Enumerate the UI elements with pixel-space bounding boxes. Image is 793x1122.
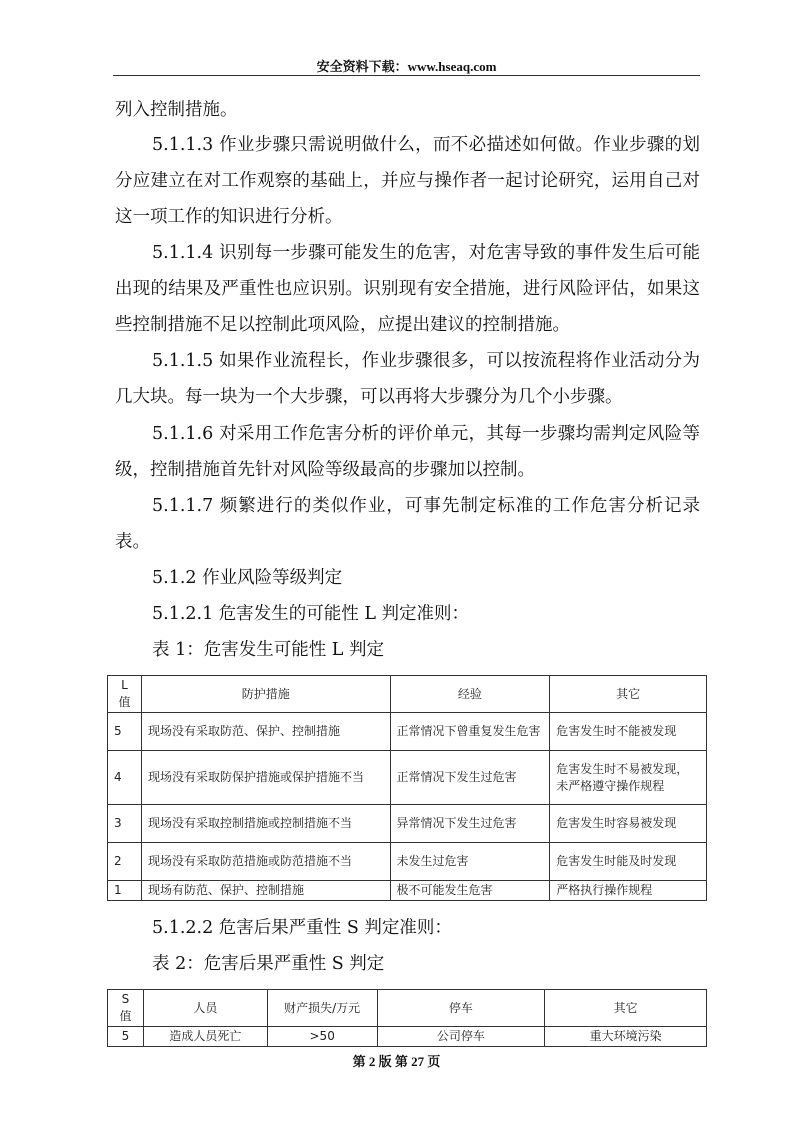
table-cell: 3 xyxy=(108,805,142,843)
table-cell: 5 xyxy=(108,713,142,751)
table-cell: 未发生过危害 xyxy=(390,843,550,881)
table-cell: 正常情况下发生过危害 xyxy=(390,751,550,805)
table-header-cell: 停车 xyxy=(377,990,545,1027)
table-cell: 现场没有采取控制措施或控制措施不当 xyxy=(141,805,390,843)
paragraph-5-1-1-6: 5.1.1.6 对采用工作危害分析的评价单元，其每一步骤均需判定风险等级，控制措施首先针对风险等级最高的步骤加以控制。 xyxy=(115,424,700,480)
page-header: 安全资料下载：www.hseaq.com xyxy=(316,59,497,74)
table-cell: 现场有防范、保护、控制措施 xyxy=(141,881,390,901)
table-header-cell: 其它 xyxy=(545,990,707,1027)
table-header-cell: L 值 xyxy=(108,676,142,713)
table-row xyxy=(108,751,707,805)
table1-caption: 表 1：危害发生可能性 L 判定 xyxy=(152,640,384,660)
heading-5-1-2: 5.1.2 作业风险等级判定 xyxy=(152,568,343,588)
table-cell: 严格执行操作规程 xyxy=(550,881,707,901)
table2-caption: 表 2：危害后果严重性 S 判定 xyxy=(152,954,385,974)
table-header-row xyxy=(108,990,707,1027)
table-cell: >50 xyxy=(267,1027,377,1047)
table-header-cell: S 值 xyxy=(108,990,144,1027)
table-header-cell: 经验 xyxy=(390,676,550,713)
table-cell: 现场没有采取防保护措施或保护措施不当 xyxy=(141,751,390,805)
table-row xyxy=(108,805,707,843)
table-header-cell: 其它 xyxy=(550,676,707,713)
table-row xyxy=(108,713,707,751)
paragraph-5-1-1-5: 5.1.1.5 如果作业流程长，作业步骤很多，可以按流程将作业活动分为几大块。每一块为一个大步骤，可以再将大步骤分为几个小步骤。 xyxy=(115,351,700,407)
table-cell: 造成人员死亡 xyxy=(143,1027,267,1047)
table-cell: 异常情况下发生过危害 xyxy=(390,805,550,843)
severity-table xyxy=(107,989,707,1047)
paragraph-5-1-1-4: 5.1.1.4 识别每一步骤可能发生的危害，对危害导致的事件发生后可能出现的结果及严重性也应识别。识别现有安全措施，进行风险评估，如果这些控制措施不足以控制此项风险，应提出建议的控制措施。 xyxy=(115,243,700,335)
paragraph-continuation: 列入控制措施。 xyxy=(115,100,238,120)
table-cell: 4 xyxy=(108,751,142,805)
table-row xyxy=(108,881,707,901)
table-header-cell: 人员 xyxy=(143,990,267,1027)
table-cell: 2 xyxy=(108,843,142,881)
likelihood-table xyxy=(107,675,707,901)
table-cell: 公司停车 xyxy=(377,1027,545,1047)
table-cell: 重大环境污染 xyxy=(545,1027,707,1047)
header-divider xyxy=(113,75,700,76)
table-header-cell: 财产损失/万元 xyxy=(267,990,377,1027)
table-row xyxy=(108,1027,707,1047)
table-row xyxy=(108,843,707,881)
table-cell: 危害发生时能及时发现 xyxy=(550,843,707,881)
heading-5-1-2-1: 5.1.2.1 危害发生的可能性 L 判定准则： xyxy=(152,604,470,624)
table-cell: 现场没有采取防范措施或防范措施不当 xyxy=(141,843,390,881)
table-header-row xyxy=(108,676,707,713)
page-footer: 第 2 版 第 27 页 xyxy=(352,1054,441,1069)
table-cell: 危害发生时不易被发现，未严格遵守操作规程 xyxy=(550,751,707,805)
heading-5-1-2-2: 5.1.2.2 危害后果严重性 S 判定准则： xyxy=(152,918,452,938)
table-cell: 正常情况下曾重复发生危害 xyxy=(390,713,550,751)
paragraph-5-1-1-7: 5.1.1.7 频繁进行的类似作业，可事先制定标准的工作危害分析记录表。 xyxy=(115,496,700,552)
table-cell: 危害发生时不能被发现 xyxy=(550,713,707,751)
table-header-cell: 防护措施 xyxy=(141,676,390,713)
table-cell: 现场没有采取防范、保护、控制措施 xyxy=(141,713,390,751)
table-cell: 危害发生时容易被发现 xyxy=(550,805,707,843)
table-cell: 极不可能发生危害 xyxy=(390,881,550,901)
table-cell: 5 xyxy=(108,1027,144,1047)
paragraph-5-1-1-3: 5.1.1.3 作业步骤只需说明做什么，而不必描述如何做。作业步骤的划分应建立在对工作观察的基础上，并应与操作者一起讨论研究，运用自己对这一项工作的知识进行分析。 xyxy=(115,135,700,227)
table-cell: 1 xyxy=(108,881,142,901)
